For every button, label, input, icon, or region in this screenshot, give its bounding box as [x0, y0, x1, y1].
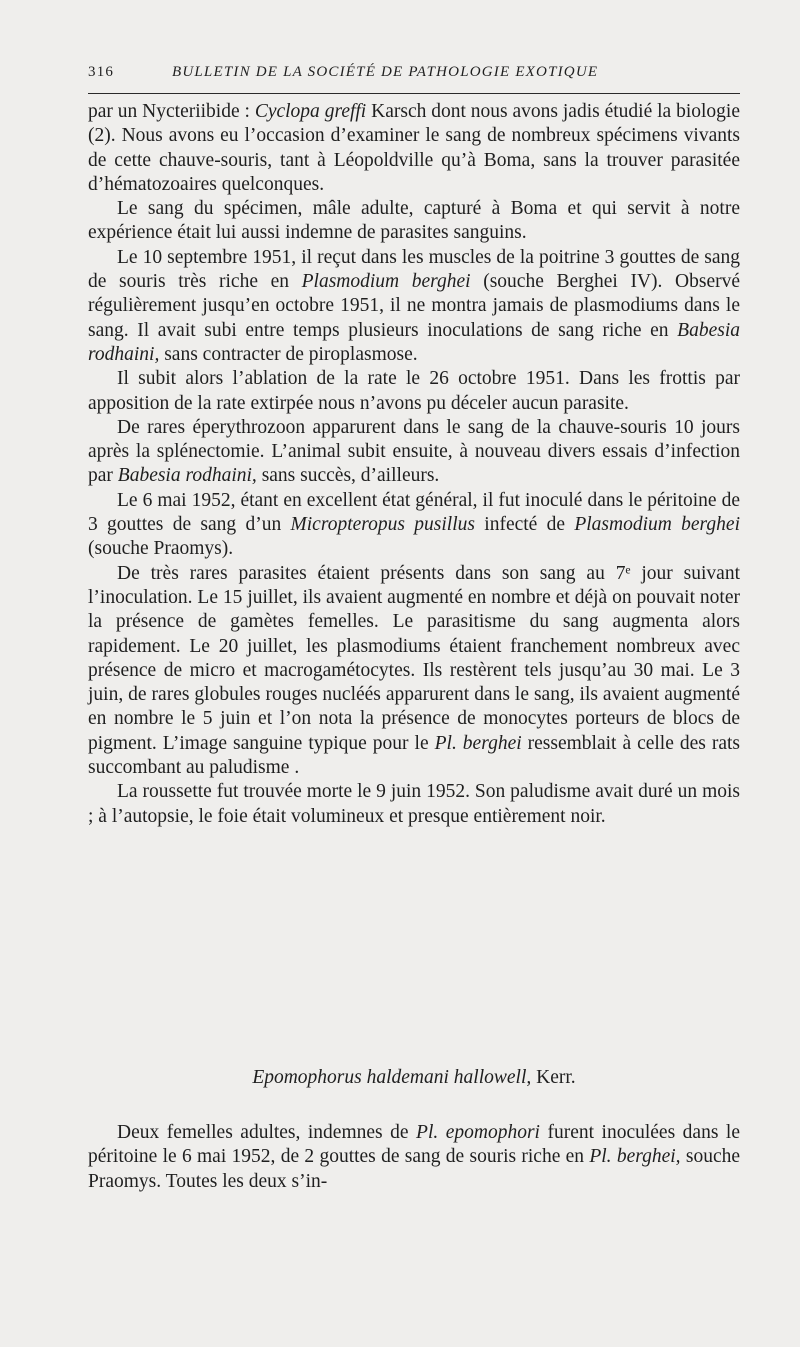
text-run: infecté de [474, 514, 575, 536]
italic-term: Micropteropus pusillus [290, 514, 475, 536]
text-run: Karsch dont nous avons jadis étudié la biologie (2). Nous avons eu l’occasion d’examiner le sang de nombreux spécimens vivants de cette chauve-souris, tant à Léopoldville qu’à Boma, sans la trouver parasitée d’hématozoaires quelconques. [88, 101, 741, 195]
header-rule [88, 93, 740, 94]
body-text-upper [88, 100, 740, 829]
text-run: Le 6 mai 1952, étant en excellent état général, il fut inoculé dans le péritoine de 3 gouttes de sang d’un [88, 489, 740, 536]
text-run: souche Praomys. Toutes les deux s’in- [88, 1146, 741, 1192]
text-run: De rares éperythrozoon apparurent dans le sang de la chauve-souris 10 jours après la splénectomie. L’animal subit ensuite, à nouveau divers essais d’infection par [88, 416, 740, 487]
paragraph [88, 1121, 740, 1194]
section-heading [88, 1066, 740, 1090]
paragraph [88, 416, 740, 489]
italic-term: Plasmodium berghei [574, 514, 740, 536]
text-run: (souche Praomys). [88, 538, 234, 560]
italic-term: Pl. berghei, [589, 1146, 681, 1168]
text-run: (souche Berghei IV). Observé régulièrement jusqu’en octobre 1951, il ne montra jamais de plasmodiums dans le sang. Il avait subi entre temps plusieurs inoculations de sang riche en [88, 271, 741, 341]
text-run: La roussette fut trouvée morte le 9 juin 1952. Son paludisme avait duré un mois ; à l’autopsie, le foie était volumineux et presque entièrement noir. [88, 781, 740, 827]
paragraph [88, 489, 740, 562]
section-heading-species: Epomophorus haldemani hallowell, [252, 1067, 532, 1088]
paragraph [88, 562, 740, 781]
page-number: 316 [88, 64, 115, 80]
text-run: Il subit alors l’ablation de la rate le 26 octobre 1951. Dans les frottis par apposition de la rate extirpée nous n’avons pu déceler aucun parasite. [88, 368, 740, 414]
section-heading-author: Kerr. [531, 1067, 576, 1088]
running-header [88, 64, 740, 90]
italic-term: Pl. epomophori [416, 1122, 540, 1143]
text-run: furent inoculées dans le péritoine le 6 mai 1952, de 2 gouttes de sang de souris riche en [88, 1122, 740, 1168]
italic-term: Babesia rodhaini, [117, 465, 257, 487]
text-run: sans contracter de piroplasmose. [159, 343, 418, 365]
body-text-lower [88, 1121, 740, 1194]
text-run: par un Nycteriibide : [88, 101, 255, 122]
text-run: Deux femelles adultes, indemnes de [117, 1122, 417, 1143]
italic-term: Cyclopa greffi [254, 101, 367, 122]
italic-term: Pl. berghei [434, 732, 522, 754]
text-run: Le 10 septembre 1951, il reçut dans les muscles de la poitrine 3 gouttes de sang de souris très riche en [88, 246, 740, 293]
text-run: ressemblait à celle des rats succombant au paludisme . [88, 732, 741, 779]
running-title: BULLETIN DE LA SOCIÉTÉ DE PATHOLOGIE EXOTIQUE [172, 64, 599, 80]
paragraph [88, 780, 740, 829]
paragraph [88, 100, 740, 197]
text-run: De très rares parasites étaient présents dans son sang au 7ᵉ jour suivant l’inoculation. Le 15 juillet, ils avaient augmenté en nombre et déjà on pouvait noter la présence de gamètes femelles. Le parasitisme du sang augmenta alors rapidement. Le 20 juillet, les plasmodiums étaient franchement nombreux avec présence de micro et macrogamétocytes. Ils restèrent tels jusqu’au 30 mai. Le 3 juin, de rares globules rouges nucléés apparurent dans le sang, ils avaient augmenté en nombre le 5 juin et l’on nota la présence de monocytes porteurs de blocs de pigment. L’image sanguine typique pour le [88, 562, 740, 754]
paragraph [88, 367, 740, 416]
text-run: Le sang du spécimen, mâle adulte, capturé à Boma et qui servit à notre expérience était lui aussi indemne de parasites sanguins. [88, 198, 740, 244]
text-run: sans succès, d’ailleurs. [256, 465, 440, 487]
italic-term: Plasmodium berghei [301, 271, 471, 293]
paragraph [88, 197, 740, 246]
italic-term: Babesia rodhaini, [88, 319, 740, 365]
paragraph [88, 246, 740, 367]
